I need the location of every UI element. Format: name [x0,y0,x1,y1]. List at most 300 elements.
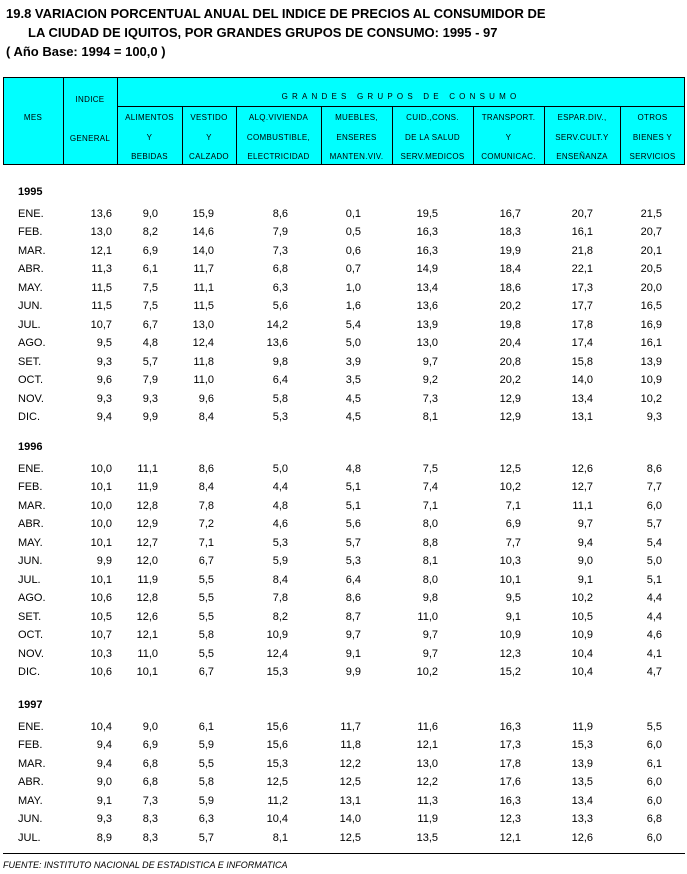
table-cell: 4,4 [646,592,662,605]
table-cell: 13,4 [571,794,593,807]
table-cell: 12,6 [571,831,593,844]
table-cell: 10,1 [90,481,112,494]
table-cell: 6,7 [142,318,158,331]
month-label: MAY. [18,536,43,549]
table-cell: 19,8 [499,318,521,331]
table-cell: 4,7 [646,665,662,678]
table-cell: 13,0 [416,757,438,770]
table-cell: 5,7 [198,831,214,844]
table-cell: 6,8 [142,757,158,770]
table-cell: 9,1 [96,794,112,807]
table-cell: 10,1 [90,536,112,549]
table-cell: 7,5 [142,281,158,294]
table-cell: 19,5 [416,208,438,220]
header-group-2-line-2: Y [206,132,212,142]
table-cell: 12,9 [499,410,521,423]
table-cell: 13,4 [416,281,438,294]
table-cell: 17,3 [571,281,593,294]
header-group-8-line-1: OTROS [637,113,668,122]
table-cell: 9,0 [577,555,593,568]
table-cell: 10,6 [90,665,112,678]
table-cell: 8,6 [646,463,662,475]
table-cell: 6,9 [142,244,158,257]
table-cell: 11,7 [193,263,214,276]
table-cell: 4,8 [272,499,288,512]
table-cell: 13,1 [571,410,593,423]
table-cell: 20,8 [499,355,521,368]
table-cell: 9,7 [577,518,593,531]
header-group-4-line-2: ENSERES [336,132,377,142]
table-cell: 12,3 [499,647,521,660]
table-cell: 11,5 [91,300,112,313]
table-cell: 13,0 [416,337,438,350]
table-cell: 5,9 [198,794,214,807]
header-group-2-line-3: CALZADO [189,152,229,161]
header-group-5-line-3: SERV.MEDICOS [400,152,465,161]
table-cell: 7,7 [505,536,521,549]
header-grandes-grupos: GRANDES GRUPOS DE CONSUMO [281,92,521,101]
table-cell: 5,9 [272,555,288,568]
table-cell: 12,1 [499,831,521,844]
table-cell: 15,3 [571,739,593,752]
table-cell: 6,0 [646,831,662,844]
table-cell: 6,8 [646,813,662,826]
table-cell: 15,3 [266,665,288,678]
table-cell: 8,8 [422,536,438,549]
table-cell: 18,3 [499,226,521,239]
table-cell: 10,9 [640,374,662,387]
table-cell: 13,6 [90,208,112,220]
table-cell: 12,4 [192,337,214,350]
table-cell: 7,1 [198,536,214,549]
table-cell: 9,3 [96,392,112,405]
table-cell: 7,3 [272,244,288,257]
table-cell: 6,1 [646,757,662,770]
table-cell: 11,6 [417,721,438,733]
table-cell: 6,4 [345,573,361,586]
table-cell: 13,5 [416,831,438,844]
table-cell: 6,8 [272,263,288,276]
month-label: FEB. [18,226,43,239]
table-cell: 3,9 [345,355,361,368]
table-cell: 17,6 [499,776,521,789]
table-cell: 11,0 [137,647,158,660]
table-cell: 10,5 [90,610,112,623]
table-cell: 15,8 [571,355,593,368]
table-cell: 12,8 [136,592,158,605]
header-group-8-line-3: SERVICIOS [629,152,676,161]
table-cell: 13,1 [339,794,361,807]
month-label: ABR. [18,263,44,276]
table-cell: 17,8 [571,318,593,331]
table-cell: 5,5 [198,610,214,623]
table-cell: 11,2 [267,794,288,807]
month-label: JUL. [18,573,41,586]
table-cell: 13,5 [571,776,593,789]
table-cell: 8,3 [142,831,158,844]
header-group-6-line-2: Y [505,132,512,142]
table-cell: 19,9 [499,244,521,257]
table-cell: 5,9 [198,739,214,752]
table-cell: 9,2 [422,374,438,387]
table-cell: 6,9 [505,518,521,531]
table-cell: 8,1 [422,555,438,568]
table-cell: 6,7 [198,555,214,568]
table-cell: 8,4 [198,481,214,494]
table-cell: 9,7 [422,647,438,660]
month-label: ENE. [18,463,44,475]
table-cell: 13,6 [416,300,438,313]
table-cell: 20,7 [640,226,662,239]
table-cell: 22,1 [571,263,593,276]
month-label: AGO. [18,592,46,605]
table-cell: 6,8 [142,776,158,789]
table-cell: 21,8 [571,244,593,257]
header-group-1-line-2: Y [146,132,153,142]
table-cell: 9,0 [96,776,112,789]
table-cell: 9,4 [96,757,112,770]
table-cell: 13,9 [416,318,438,331]
table-cell: 12,4 [266,647,288,660]
table-cell: 13,3 [571,813,593,826]
table-cell: 18,6 [499,281,521,294]
table-cell: 9,8 [272,355,288,368]
month-label: DIC. [18,665,40,678]
table-cell: 9,6 [198,392,214,405]
month-label: ENE. [18,721,44,733]
table-cell: 11,3 [417,794,438,807]
table-cell: 0,1 [345,208,361,220]
table-cell: 8,9 [96,831,112,844]
table-cell: 20,2 [499,300,521,313]
footer-rule [3,853,685,854]
table-cell: 9,1 [505,610,521,623]
table-cell: 4,6 [646,629,662,642]
table-cell: 5,1 [345,481,361,494]
table-cell: 10,1 [499,573,521,586]
table-cell: 0,7 [345,263,361,276]
table-cell: 10,5 [571,610,593,623]
table-cell: 1,0 [345,281,361,294]
table-cell: 12,7 [136,536,158,549]
table-cell: 10,0 [90,499,112,512]
table-cell: 14,9 [416,263,438,276]
table-cell: 10,9 [571,629,593,642]
table-cell: 10,4 [571,647,593,660]
table-cell: 17,3 [499,739,521,752]
table-cell: 7,7 [646,481,662,494]
year-label: 1996 [18,441,43,453]
table-cell: 8,1 [272,831,288,844]
table-cell: 7,5 [422,463,438,475]
table-cell: 12,9 [136,518,158,531]
table-cell: 11,9 [572,721,593,733]
table-cell: 5,3 [272,410,288,423]
table-cell: 11,3 [91,263,112,276]
header-indice-1: INDICE [75,95,105,104]
table-cell: 6,3 [272,281,288,294]
header-group-7-line-3: ENSEÑANZA [556,152,608,161]
month-label: FEB. [18,739,43,752]
table-cell: 5,6 [272,300,288,313]
table-cell: 15,6 [266,721,288,733]
table-cell: 12,5 [499,463,521,475]
table-cell: 12,1 [136,629,158,642]
header-mes: MES [23,113,43,122]
table-cell: 6,0 [646,739,662,752]
table-cell: 20,7 [571,208,593,220]
table-cell: 10,0 [90,463,112,475]
table-cell: 15,9 [192,208,214,220]
header-group-3-line-3: ELECTRICIDAD [247,152,310,161]
table-cell: 13,9 [640,355,662,368]
table-cell: 9,5 [505,592,521,605]
table-cell: 5,7 [142,355,158,368]
table-cell: 7,1 [422,499,438,512]
table-cell: 14,0 [192,244,214,257]
table-cell: 16,7 [499,208,521,220]
month-label: JUN. [18,813,43,826]
month-label: OCT. [18,629,44,642]
header-group-1-line-1: ALIMENTOS [125,113,174,122]
table-cell: 13,4 [571,392,593,405]
table-cell: 10,4 [90,721,112,733]
month-label: SET. [18,610,42,623]
table-cell: 1,6 [345,300,361,313]
table-cell: 12,2 [416,776,438,789]
table-cell: 17,4 [571,337,593,350]
table-cell: 16,1 [640,337,662,350]
table-cell: 10,9 [499,629,521,642]
table-cell: 5,3 [272,536,288,549]
table-cell: 21,5 [640,208,662,220]
table-cell: 7,4 [422,481,438,494]
month-label: ENE. [18,208,44,220]
table-cell: 9,0 [142,721,158,733]
month-label: ABR. [18,776,44,789]
table-cell: 20,2 [499,374,521,387]
table-cell: 14,6 [192,226,214,239]
table-cell: 5,4 [345,318,361,331]
header-group-5-line-1: CUID.,CONS. [406,113,459,122]
table-cell: 5,8 [198,776,214,789]
table-cell: 15,2 [499,665,521,678]
month-label: SET. [18,355,42,368]
table-cell: 7,8 [198,499,214,512]
table-cell: 12,0 [136,555,158,568]
table-cell: 7,2 [198,518,214,531]
table-cell: 6,0 [646,794,662,807]
table-cell: 10,6 [90,592,112,605]
table-cell: 7,9 [142,374,158,387]
table-cell: 6,4 [272,374,288,387]
table-cell: 5,3 [345,555,361,568]
month-label: MAY. [18,794,43,807]
table-cell: 8,1 [422,410,438,423]
table-cell: 8,3 [142,813,158,826]
table-cell: 10,7 [90,629,112,642]
table-cell: 16,5 [640,300,662,313]
table-cell: 5,1 [646,573,662,586]
table-cell: 6,1 [142,263,158,276]
month-label: ABR. [18,518,44,531]
header-group-1-line-3: BEBIDAS [131,152,168,161]
table-cell: 5,0 [345,337,361,350]
table-cell: 11,8 [193,355,214,368]
table-cell: 5,5 [198,573,214,586]
table-cell: 5,6 [345,518,361,531]
table-cell: 10,3 [90,647,112,660]
table-cell: 6,7 [198,665,214,678]
table-cell: 16,3 [416,226,438,239]
table-cell: 12,5 [339,831,361,844]
table-cell: 10,0 [90,518,112,531]
table-cell: 12,3 [499,813,521,826]
table-cell: 7,3 [142,794,158,807]
table-cell: 4,4 [646,610,662,623]
table-cell: 9,4 [96,410,112,423]
table-cell: 11,1 [137,463,158,475]
table-cell: 9,1 [345,647,361,660]
table-title-line1: 19.8 VARIACION PORCENTUAL ANUAL DEL INDICE DE PRECIOS AL CONSUMIDOR DE [6,6,546,21]
table-cell: 8,0 [422,573,438,586]
table-cell: 10,7 [90,318,112,331]
table-cell: 5,0 [646,555,662,568]
table-cell: 5,0 [272,463,288,475]
table-cell: 4,6 [272,518,288,531]
table-title-line2: LA CIUDAD DE IQUITOS, POR GRANDES GRUPOS DE CONSUMO: 1995 - 97 [28,25,498,40]
table-cell: 6,9 [142,739,158,752]
month-label: JUL. [18,318,41,331]
table-cell: 4,5 [345,392,361,405]
table-cell: 5,8 [272,392,288,405]
table-cell: 12,1 [416,739,438,752]
table-cell: 7,3 [422,392,438,405]
table-cell: 4,1 [646,647,662,660]
table-cell: 11,1 [193,281,214,294]
table-cell: 12,8 [136,499,158,512]
table-cell: 17,8 [499,757,521,770]
table-cell: 4,8 [142,337,158,350]
table-cell: 4,5 [345,410,361,423]
header-group-6-line-1: TRANSPORT. [481,113,536,122]
table-cell: 0,5 [345,226,361,239]
table-cell: 11,0 [193,374,214,387]
table-cell: 6,0 [646,776,662,789]
table-cell: 9,9 [345,665,361,678]
table-cell: 12,2 [339,757,361,770]
header-divider [117,106,685,107]
table-cell: 3,5 [345,374,361,387]
header-group-5-line-2: DE LA SALUD [405,132,460,142]
table-cell: 8,7 [345,610,361,623]
table-cell: 20,4 [499,337,521,350]
table-cell: 11,9 [137,481,158,494]
header-group-2-line-1: VESTIDO [190,113,228,122]
table-cell: 7,8 [272,592,288,605]
table-cell: 13,0 [192,318,214,331]
table-cell: 12,1 [90,244,112,257]
table-cell: 20,5 [640,263,662,276]
table-cell: 14,0 [339,813,361,826]
table-cell: 5,5 [198,592,214,605]
header-group-4-line-1: MUEBLES, [335,113,378,122]
table-cell: 20,1 [640,244,662,257]
table-cell: 5,5 [646,721,662,733]
table-cell: 9,9 [142,410,158,423]
table-cell: 5,5 [198,757,214,770]
table-cell: 8,6 [345,592,361,605]
header-group-7-line-1: ESPAR.DIV., [557,113,607,122]
table-cell: 8,2 [272,610,288,623]
table-cell: 5,7 [345,536,361,549]
header-group-3-line-1: ALQ.VIVIENDA [248,113,309,122]
table-cell: 12,9 [499,392,521,405]
table-cell: 16,3 [416,244,438,257]
table-cell: 9,3 [96,355,112,368]
table-cell: 10,2 [640,392,662,405]
month-label: JUL. [18,831,41,844]
table-cell: 13,6 [266,337,288,350]
month-label: NOV. [18,647,44,660]
table-cell: 7,5 [142,300,158,313]
month-label: JUN. [18,555,43,568]
table-cell: 7,9 [272,226,288,239]
table-cell: 6,3 [198,813,214,826]
month-label: JUN. [18,300,43,313]
table-cell: 13,0 [90,226,112,239]
table-cell: 8,6 [198,463,214,475]
header-group-7-line-2: SERV.CULT.Y [555,132,609,142]
table-cell: 10,1 [90,573,112,586]
table-cell: 9,7 [422,629,438,642]
table-cell: 9,6 [96,374,112,387]
month-label: OCT. [18,374,44,387]
month-label: MAR. [18,757,46,770]
table-cell: 11,5 [91,281,112,294]
header-group-4-line-3: MANTEN.VIV. [329,152,384,161]
table-cell: 10,2 [499,481,521,494]
month-label: FEB. [18,481,43,494]
table-cell: 10,3 [499,555,521,568]
table-cell: 17,7 [571,300,593,313]
table-cell: 6,0 [646,499,662,512]
table-cell: 10,9 [266,629,288,642]
table-cell: 14,0 [571,374,593,387]
header-group-8-line-2: BIENES Y [632,132,673,142]
year-label: 1995 [18,186,43,198]
month-label: MAY. [18,281,43,294]
table-cell: 11,0 [417,610,438,623]
table-cell: 18,4 [499,263,521,276]
month-label: AGO. [18,337,46,350]
table-cell: 14,2 [266,318,288,331]
table-cell: 5,7 [646,518,662,531]
table-cell: 12,5 [266,776,288,789]
header-indice-2: GENERAL [69,134,111,143]
table-cell: 9,3 [142,392,158,405]
table-cell: 4,8 [345,463,361,475]
table-cell: 8,2 [142,226,158,239]
table-cell: 9,0 [142,208,158,220]
table-base-year: ( Año Base: 1994 = 100,0 ) [6,44,166,59]
table-cell: 12,7 [571,481,593,494]
table-cell: 20,0 [640,281,662,294]
table-cell: 15,3 [266,757,288,770]
table-cell: 11,8 [340,739,361,752]
table-cell: 11,7 [340,721,361,733]
table-cell: 9,3 [96,813,112,826]
